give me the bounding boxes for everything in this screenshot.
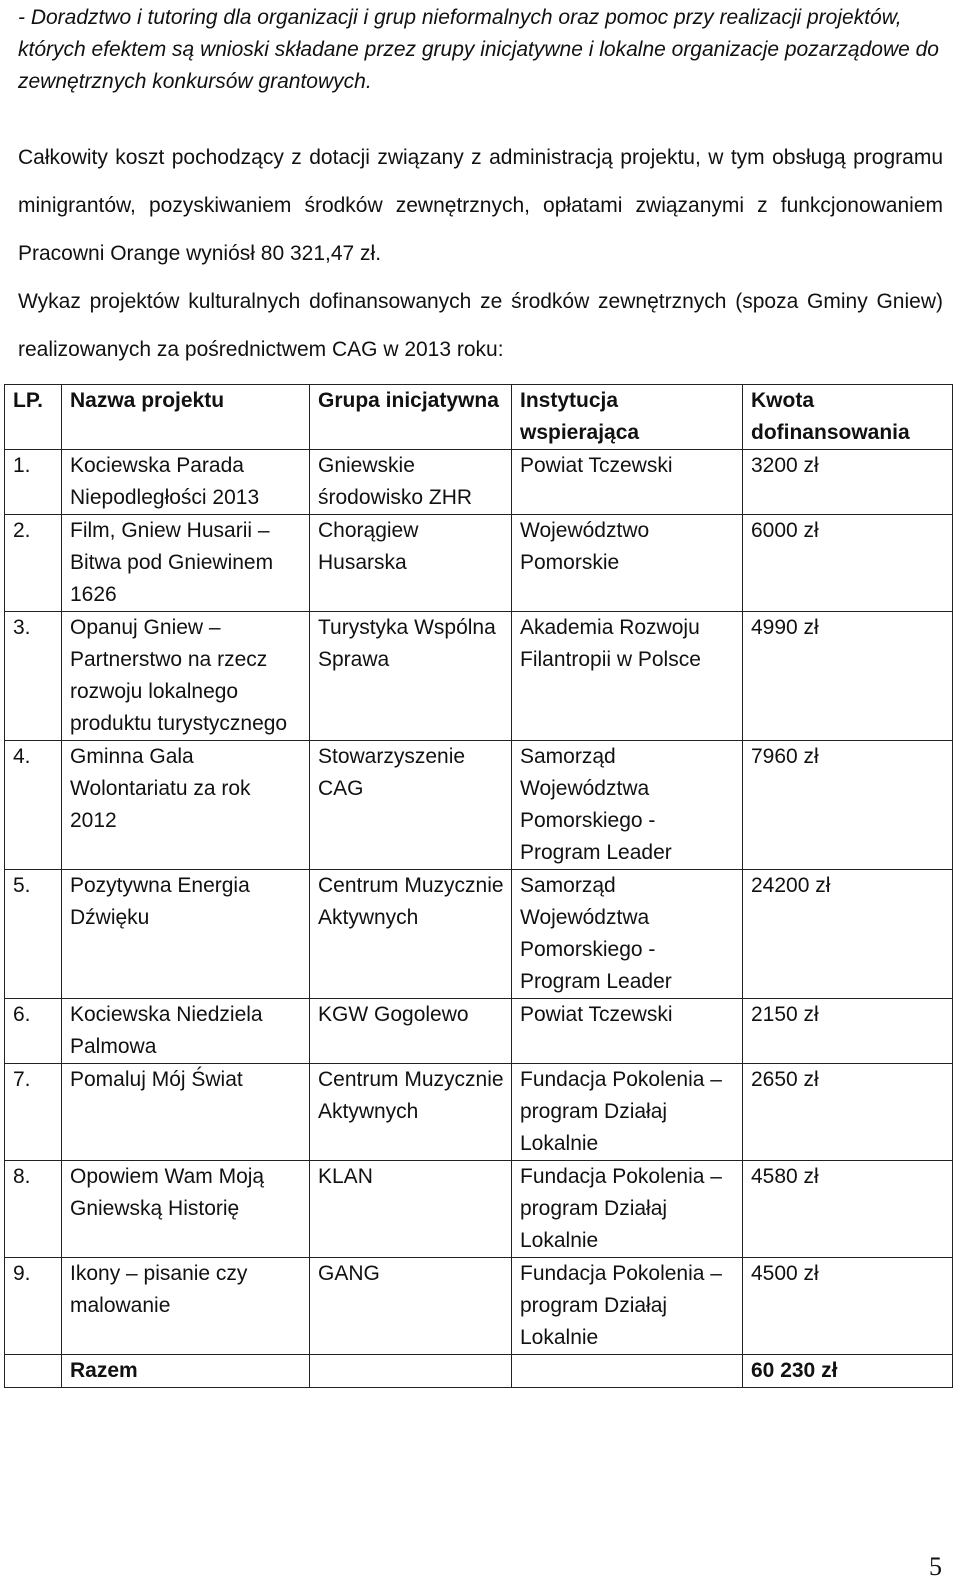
cell-institution: Fundacja Pokolenia – program Działaj Lokalnie [512, 1258, 743, 1355]
table-row [5, 1258, 953, 1355]
cell-name: Kociewska Parada Niepodległości 2013 [62, 450, 310, 515]
cell-amount: 24200 zł [743, 870, 953, 999]
table-row [5, 450, 953, 515]
header-institution: Instytucja wspierająca [512, 385, 743, 450]
cell-amount: 4990 zł [743, 612, 953, 741]
cell-lp: 8. [5, 1161, 62, 1258]
cell-amount: 2150 zł [743, 999, 953, 1064]
table-row [5, 870, 953, 999]
cell-lp: 2. [5, 515, 62, 612]
cell-amount: 4500 zł [743, 1258, 953, 1355]
cell-group: GANG [310, 1258, 512, 1355]
table-row [5, 1064, 953, 1161]
page-number: 5 [929, 1552, 942, 1581]
header-group: Grupa inicjatywna [310, 385, 512, 450]
table-row [5, 741, 953, 870]
cell-name: Gminna Gala Wolontariatu za rok 2012 [62, 741, 310, 870]
cell-lp: 5. [5, 870, 62, 999]
total-amount: 60 230 zł [743, 1355, 953, 1388]
cell-group: Centrum Muzycznie Aktywnych [310, 1064, 512, 1161]
cell-name: Kociewska Niedziela Palmowa [62, 999, 310, 1064]
cell-institution: Powiat Tczewski [512, 999, 743, 1064]
projects-table [4, 384, 953, 1388]
table-row [5, 1161, 953, 1258]
cell-name: Ikony – pisanie czy malowanie [62, 1258, 310, 1355]
cell-institution: Powiat Tczewski [512, 450, 743, 515]
cell-amount: 7960 zł [743, 741, 953, 870]
total-lp-empty [5, 1355, 62, 1388]
cell-institution: Fundacja Pokolenia – program Działaj Lokalnie [512, 1064, 743, 1161]
intro-italic-paragraph: - Doradztwo i tutoring dla organizacji i grup nieformalnych oraz pomoc przy realizacji projektów, których efektem są wnioski składane przez grupy inicjatywne i lokalne organizacje pozarządowe do zewnętrznych konkursów grantowych. [18, 6, 939, 93]
header-name: Nazwa projektu [62, 385, 310, 450]
cell-group: KLAN [310, 1161, 512, 1258]
total-group-empty [310, 1355, 512, 1388]
total-institution-empty [512, 1355, 743, 1388]
cell-lp: 6. [5, 999, 62, 1064]
cell-group: Gniewskie środowisko ZHR [310, 450, 512, 515]
cell-amount: 4580 zł [743, 1161, 953, 1258]
total-label: Razem [62, 1355, 310, 1388]
cell-institution: Akademia Rozwoju Filantropii w Polsce [512, 612, 743, 741]
cost-paragraph: Całkowity koszt pochodzący z dotacji związany z administracją projektu, w tym obsługą programu minigrantów, pozyskiwaniem środków zewnętrznych, opłatami związanymi z funkcjonowaniem Pracowni Orange wyniósł 80 321,47 zł. [18, 146, 943, 265]
header-lp: LP. [5, 385, 62, 450]
cell-lp: 3. [5, 612, 62, 741]
table-row [5, 515, 953, 612]
table-row [5, 999, 953, 1064]
cell-group: Chorągiew Husarska [310, 515, 512, 612]
cell-name: Pomaluj Mój Świat [62, 1064, 310, 1161]
cell-name: Pozytywna Energia Dźwięku [62, 870, 310, 999]
cell-lp: 4. [5, 741, 62, 870]
projects-table-body [5, 385, 953, 1388]
cell-institution: Samorząd Województwa Pomorskiego - Program Leader [512, 870, 743, 999]
cell-amount: 3200 zł [743, 450, 953, 515]
cell-institution: Samorząd Województwa Pomorskiego - Program Leader [512, 741, 743, 870]
cell-name: Film, Gniew Husarii – Bitwa pod Gniewinem 1626 [62, 515, 310, 612]
table-header-row [5, 385, 953, 450]
cell-lp: 7. [5, 1064, 62, 1161]
cell-group: Turystyka Wspólna Sprawa [310, 612, 512, 741]
cell-group: Stowarzyszenie CAG [310, 741, 512, 870]
cell-lp: 1. [5, 450, 62, 515]
list-intro-paragraph: Wykaz projektów kulturalnych dofinansowanych ze środków zewnętrznych (spoza Gminy Gniew) realizowanych za pośrednictwem CAG w 2013 roku: [18, 290, 943, 361]
cell-group: Centrum Muzycznie Aktywnych [310, 870, 512, 999]
header-amount: Kwota dofinansowania [743, 385, 953, 450]
cell-lp: 9. [5, 1258, 62, 1355]
cell-amount: 6000 zł [743, 515, 953, 612]
table-total-row [5, 1355, 953, 1388]
table-row [5, 612, 953, 741]
cell-institution: Województwo Pomorskie [512, 515, 743, 612]
cell-group: KGW Gogolewo [310, 999, 512, 1064]
cell-amount: 2650 zł [743, 1064, 953, 1161]
cell-name: Opowiem Wam Moją Gniewską Historię [62, 1161, 310, 1258]
cell-name: Opanuj Gniew – Partnerstwo na rzecz rozwoju lokalnego produktu turystycznego [62, 612, 310, 741]
cell-institution: Fundacja Pokolenia – program Działaj Lokalnie [512, 1161, 743, 1258]
